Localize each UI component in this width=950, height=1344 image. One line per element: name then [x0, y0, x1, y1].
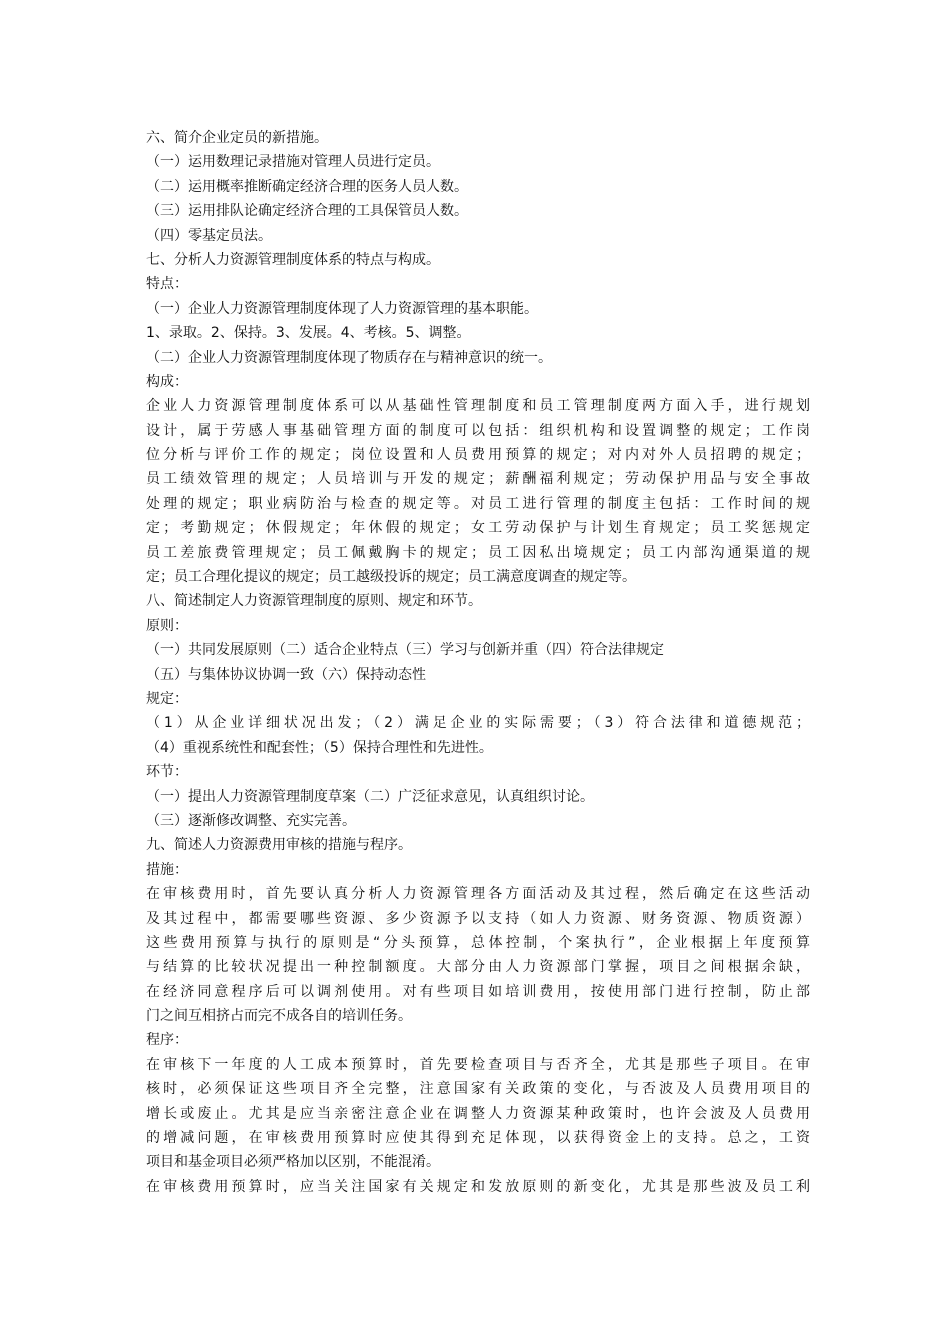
- text-line: （三）运用排队论确定经济合理的工具保管员人数。: [146, 203, 468, 220]
- text-line: 员工差旅费管理规定；员工佩戴胸卡的规定；员工因私出境规定；员工内部沟通渠道的规: [146, 544, 810, 561]
- text-line: 位分析与评价工作的规定；岗位设置和人员费用预算的规定；对内对外人员招聘的规定；: [146, 447, 810, 464]
- text-line: （五）与集体协议协调一致（六）保持动态性: [146, 666, 426, 683]
- text-line: （一）企业人力资源管理制度体现了人力资源管理的基本职能。: [146, 300, 538, 317]
- text-line: （4）重视系统性和配套性；（5）保持合理性和先进性。: [146, 739, 493, 756]
- text-line: 定；考勤规定；休假规定；年休假的规定；女工劳动保护与计划生育规定；员工奖惩规定: [146, 520, 810, 537]
- text-line: 在审核费用时，首先要认真分析人力资源管理各方面活动及其过程，然后确定在这些活动: [146, 886, 810, 903]
- text-line: 处理的规定；职业病防治与检查的规定等。对员工进行管理的制度主包括：工作时间的规: [146, 495, 810, 512]
- text-line: 程序：: [146, 1032, 188, 1049]
- text-line: 及其过程中，都需要哪些资源、多少资源予以支持（如人力资源、财务资源、物质资源）: [146, 910, 810, 927]
- text-line: 特点：: [146, 276, 188, 293]
- text-line: 在经济同意程序后可以调剂使用。对有些项目如培训费用，按使用部门进行控制，防止部: [146, 983, 810, 1000]
- text-line: （一）运用数理记录措施对管理人员进行定员。: [146, 154, 440, 171]
- text-line: 在审核下一年度的人工成本预算时，首先要检查项目与否齐全，尤其是那些子项目。在审: [146, 1056, 810, 1073]
- text-line: 核时，必须保证这些项目齐全完整，注意国家有关政策的变化，与否波及人员费用项目的: [146, 1081, 810, 1098]
- text-line: 规定：: [146, 690, 188, 707]
- text-line: 员工绩效管理的规定；人员培训与开发的规定；薪酬福利规定；劳动保护用品与安全事故: [146, 471, 810, 488]
- text-line: （1）从企业详细状况出发；（2）满足企业的实际需要；（3）符合法律和道德规范；: [146, 715, 810, 732]
- text-line: 项目和基金项目必须严格加以区别，不能混淆。: [146, 1154, 440, 1171]
- text-line: 八、简述制定人力资源管理制度的原则、规定和环节。: [146, 593, 482, 610]
- text-line: （一）提出人力资源管理制度草案（二）广泛征求意见，认真组织讨论。: [146, 788, 594, 805]
- text-line: 与结算的比较状况提出一种控制额度。大部分由人力资源部门掌握，项目之间根据余缺，: [146, 959, 810, 976]
- text-line: 企业人力资源管理制度体系可以从基础性管理制度和员工管理制度两方面入手，进行规划: [146, 398, 810, 415]
- text-line: 门之间互相挤占而完不成各自的培训任务。: [146, 1008, 412, 1025]
- text-line: （一）共同发展原则（二）适合企业特点（三）学习与创新并重（四）符合法律规定: [146, 642, 664, 659]
- text-line: 六、简介企业定员的新措施。: [146, 130, 328, 146]
- text-line: 增长或废止。尤其是应当亲密注意企业在调整人力资源某种政策时，也许会波及人员费用: [146, 1105, 810, 1122]
- text-line: 原则：: [146, 617, 188, 634]
- text-line: 九、简述人力资源费用审核的措施与程序。: [146, 837, 412, 854]
- text-line: 措施：: [146, 861, 188, 878]
- text-line: （四）零基定员法。: [146, 227, 272, 244]
- text-line: 在审核费用预算时，应当关注国家有关规定和发放原则的新变化，尤其是那些波及员工利: [146, 1178, 810, 1195]
- document-page: [146, 126, 810, 1199]
- text-line: 七、分析人力资源管理制度体系的特点与构成。: [146, 251, 440, 268]
- text-line: （二）运用概率推断确定经济合理的医务人员人数。: [146, 178, 468, 195]
- text-line: （二）企业人力资源管理制度体现了物质存在与精神意识的统一。: [146, 349, 552, 366]
- text-line: （三）逐渐修改调整、充实完善。: [146, 812, 356, 829]
- text-line: 构成：: [146, 373, 188, 390]
- text-line: 1、录取。2、保持。3、发展。4、考核。5、调整。: [146, 325, 471, 342]
- text-line: 的增减问题，在审核费用预算时应使其得到充足体现，以获得资金上的支持。总之，工资: [146, 1130, 810, 1147]
- text-line: 定；员工合理化提议的规定；员工越级投诉的规定；员工满意度调查的规定等。: [146, 569, 636, 586]
- text-line: 设计，属于劳感人事基础管理方面的制度可以包括：组织机构和设置调整的规定；工作岗: [146, 422, 810, 439]
- text-line: 这些费用预算与执行的原则是“分头预算，总体控制，个案执行”，企业根据上年度预算: [146, 934, 810, 951]
- text-line: 环节：: [146, 764, 188, 781]
